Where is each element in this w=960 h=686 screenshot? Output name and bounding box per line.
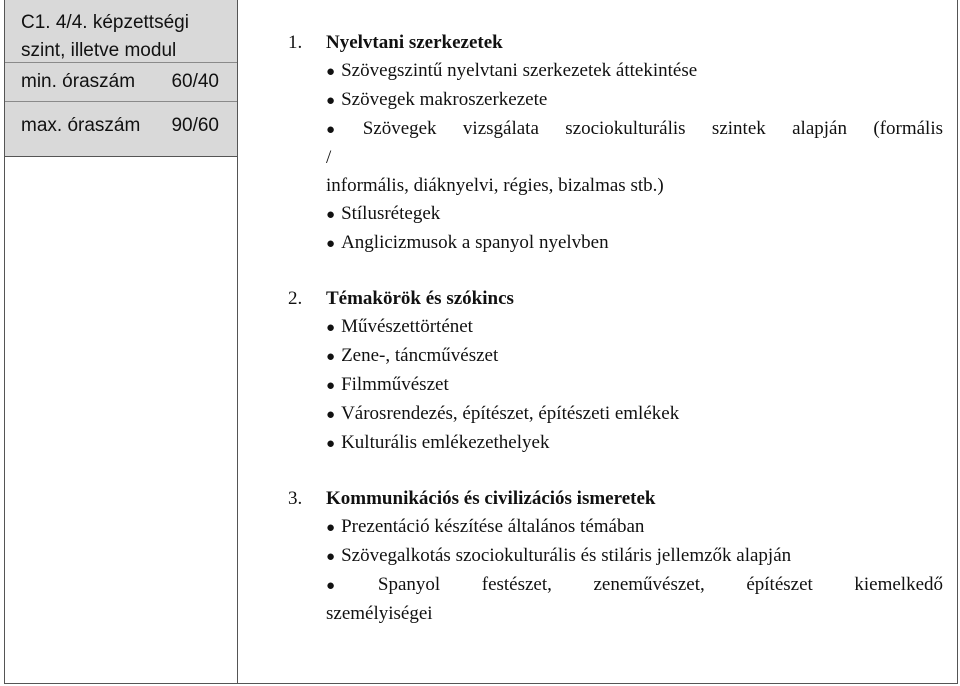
list-item: ● Stílusrétegek: [326, 203, 441, 224]
module-title-line-2: szint, illetve modul: [21, 40, 177, 61]
bullet-icon: ●: [326, 349, 336, 365]
bullet-icon: ●: [326, 122, 357, 138]
min-hours-value: 60/40: [171, 71, 219, 92]
bullet-icon: ●: [326, 549, 336, 565]
section-grammar: [288, 29, 943, 258]
section-number: 3.: [288, 488, 303, 509]
bullet-icon: ●: [326, 436, 336, 452]
section-title: Nyelvtani szerkezetek: [326, 32, 503, 53]
list-item-continuation: személyiségei: [326, 603, 433, 624]
bullet-icon: ●: [326, 578, 372, 594]
module-content: [288, 29, 943, 628]
bullet-icon: ●: [326, 320, 336, 336]
section-heading: [288, 485, 943, 513]
section-heading: [288, 285, 943, 313]
list-item: ● Városrendezés, építészet, építészeti emlékek: [326, 403, 680, 424]
bullet-icon: ●: [326, 520, 336, 536]
list-item: ● Anglicizmusok a spanyol nyelvben: [326, 232, 609, 253]
list-item: ● Szövegek vizsgálata szociokulturális szintek alapján (formális: [326, 118, 943, 139]
bullet-icon: ●: [326, 407, 336, 423]
section-title: Kommunikációs és civilizációs ismeretek: [326, 488, 656, 509]
list-item: ● Spanyol festészet, zeneművészet, építészet kiemelkedő: [326, 574, 943, 595]
list-item: ● Zene-, táncművészet: [326, 345, 499, 366]
list-item: ● Prezentáció készítése általános témában: [326, 516, 645, 537]
bullet-icon: ●: [326, 236, 336, 252]
list-item: ● Szövegek makroszerkezete: [326, 89, 548, 110]
section-title: Témakörök és szókincs: [326, 288, 514, 309]
list-item: ● Kulturális emlékezethelyek: [326, 432, 550, 453]
list-item: ● Szövegalkotás szociokulturális és stiláris jellemzők alapján: [326, 545, 792, 566]
bullet-icon: ●: [326, 93, 336, 109]
list-item: ● Filmművészet: [326, 374, 449, 395]
list-item-continuation: informális, diáknyelvi, régies, bizalmas stb.): [326, 175, 664, 196]
section-number: 1.: [288, 32, 303, 53]
section-topics-vocabulary: [288, 285, 943, 458]
list-item-continuation: /: [326, 147, 332, 168]
max-hours-label: max. óraszám: [21, 115, 141, 136]
list-item: ● Szövegszintű nyelvtani szerkezetek áttekintése: [326, 60, 698, 81]
list-item: ● Művészettörténet: [326, 316, 473, 337]
section-heading: [288, 29, 943, 57]
bullet-icon: ●: [326, 64, 336, 80]
min-hours-label: min. óraszám: [21, 71, 136, 92]
module-title-line-1: C1. 4/4. képzettségi: [21, 12, 189, 33]
bullet-icon: ●: [326, 207, 336, 223]
bullet-icon: ●: [326, 378, 336, 394]
section-communication-civilization: [288, 485, 943, 628]
section-number: 2.: [288, 288, 303, 309]
max-hours-value: 90/60: [171, 115, 219, 136]
